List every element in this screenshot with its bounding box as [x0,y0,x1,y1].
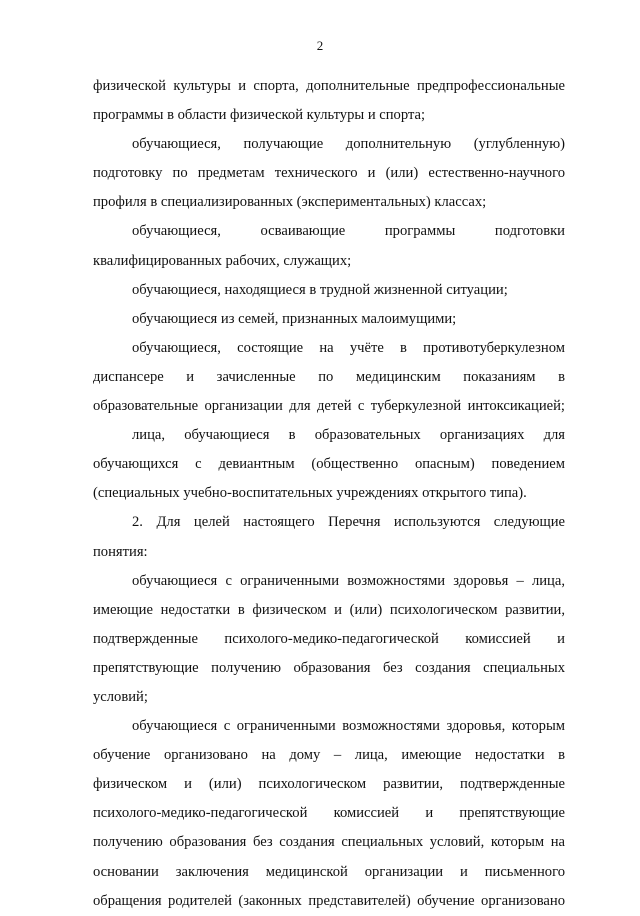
text-line: получению образования без создания специальных условий, которым на [93,834,565,851]
text-line: подготовку по предметам технического и (или) естественно-научного [93,165,565,182]
text-line: обучение организовано на дому – лица, имеющие недостатки в [93,747,565,764]
text-line: физическом и (или) психологическом развитии, подтвержденные [93,776,565,793]
text-line: обучающиеся, получающие дополнительную (углубленную) [132,136,565,153]
text-line: понятия: [93,543,148,560]
text-line: основании заключения медицинской организации и письменного [93,863,565,880]
text-line: квалифицированных рабочих, служащих; [93,252,352,269]
text-line: обучающихся с девиантным (общественно опасным) поведением [93,456,565,473]
text-line: условий; [93,688,148,705]
text-line: образовательные организации для детей с туберкулезной интоксикацией; [93,398,565,415]
text-line: профиля в специализированных (экспериментальных) классах; [93,194,487,211]
text-line: имеющие недостатки в физическом и (или) психологическом развитии, [93,601,565,618]
text-line: обращения родителей (законных представителей) обучение организовано [93,892,565,909]
text-line: подтвержденные психолого-медико-педагогической комиссией и [93,630,565,647]
text-line: психолого-медико-педагогической комиссией и препятствующие [93,805,565,822]
text-line: (специальных учебно-воспитательных учреждениях открытого типа). [93,485,527,502]
text-line: обучающиеся, находящиеся в трудной жизненной ситуации; [132,281,508,298]
text-line: физической культуры и спорта, дополнительные предпрофессиональные [93,78,565,94]
text-line: обучающиеся, состоящие на учёте в противотуберкулезном [132,339,565,356]
text-line: обучающиеся из семей, признанных малоимущими; [132,310,457,327]
page-number: 2 [316,38,324,53]
text-line: обучающиеся с ограниченными возможностями здоровья, которым [132,718,565,735]
text-line: обучающиеся, осваивающие программы подготовки [132,223,565,240]
text-line: обучающиеся с ограниченными возможностями здоровья – лица, [132,572,565,589]
text-line: диспансере и зачисленные по медицинским показаниям в [93,368,565,385]
text-line: лица, обучающиеся в образовательных организациях для [132,427,565,444]
text-line: программы в области физической культуры и спорта; [93,107,426,124]
text-line: препятствующие получению образования без создания специальных [93,659,565,676]
document-body [93,72,565,916]
text-line: 2. Для целей настоящего Перечня используются следующие [132,514,565,531]
